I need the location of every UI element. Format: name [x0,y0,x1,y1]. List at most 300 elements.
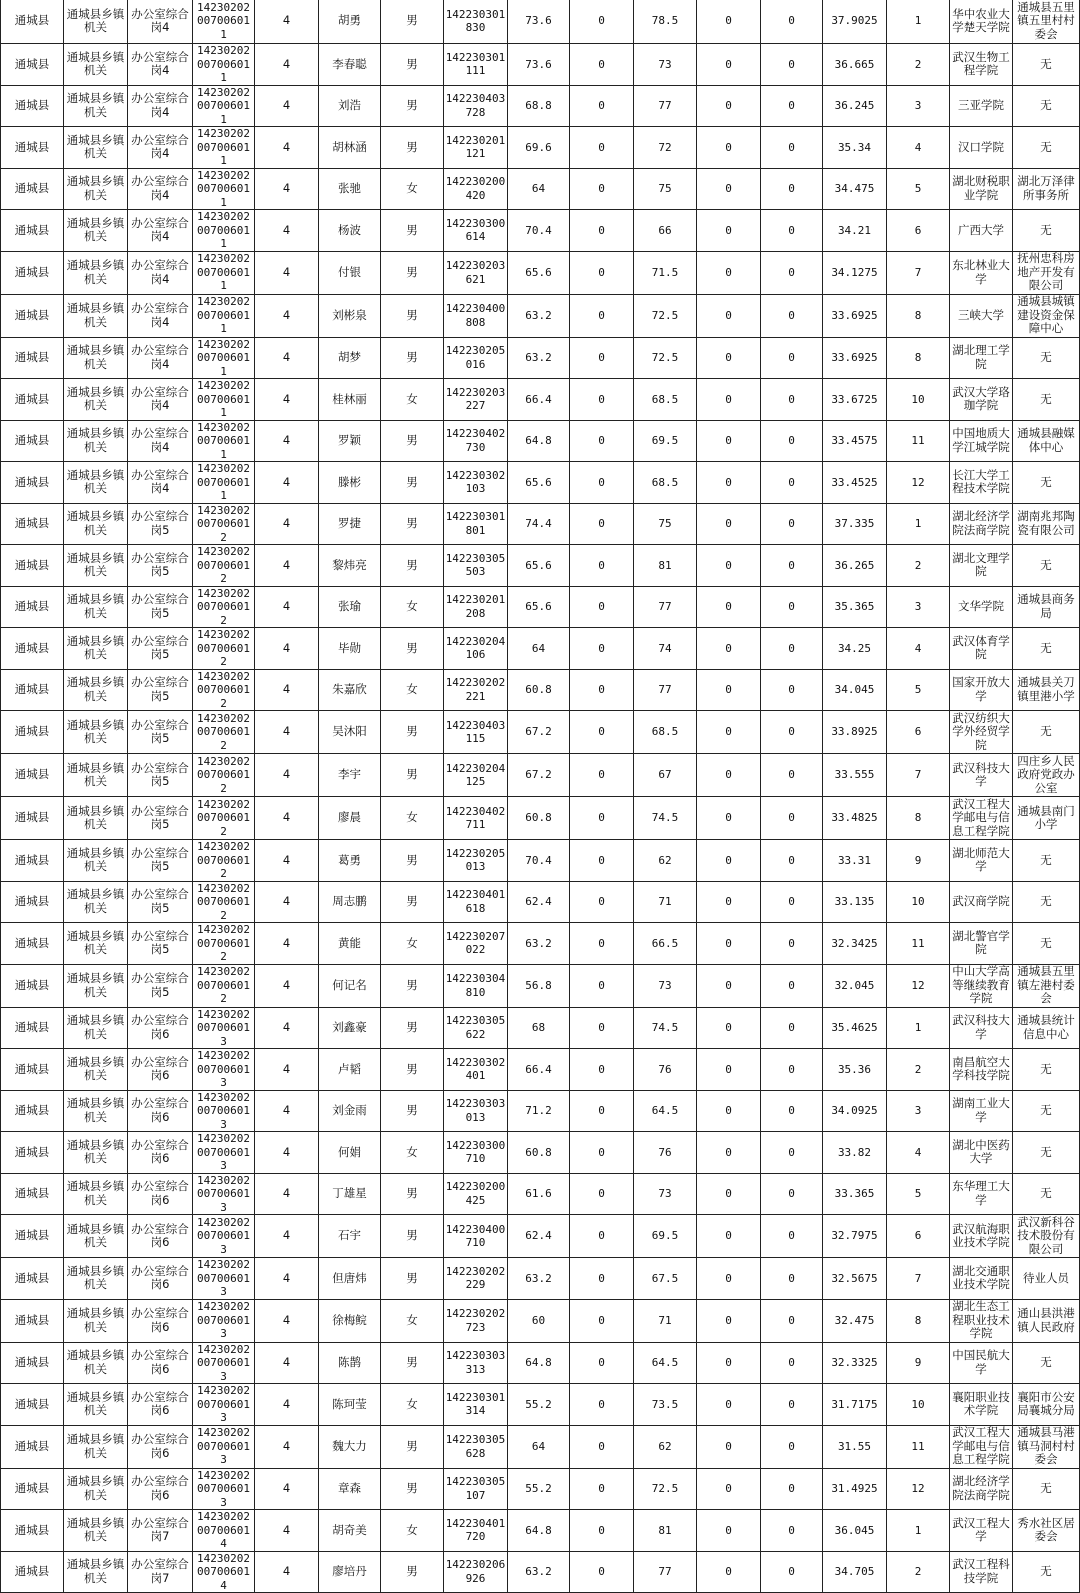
table-cell: 男 [381,1007,444,1049]
table-cell: 0 [761,210,823,252]
table-cell: 0 [697,881,761,923]
table-cell: 65.6 [508,251,570,294]
table-cell: 黄能 [319,923,381,965]
table-cell: 4 [255,797,319,840]
table-cell: 63.2 [508,294,570,337]
table-cell: 0 [761,923,823,965]
table-cell: 通城县 [1,1551,64,1593]
table-cell: 通城县 [1,669,64,711]
table-cell: 76 [634,1132,697,1174]
table-cell: 142230301830 [444,0,508,44]
table-cell: 4 [255,462,319,504]
table-cell: 男 [381,1173,444,1215]
table-cell: 0 [761,1007,823,1049]
table-cell: 36.045 [823,1510,887,1552]
table-cell: 0 [570,1299,634,1342]
table-row [1,669,1080,711]
table-cell: 77 [634,85,697,127]
table-cell: 0 [570,1090,634,1132]
table-cell: 6 [887,1215,950,1258]
table-cell: 142230401618 [444,881,508,923]
table-cell: 通城县乡镇机关 [64,168,128,210]
table-cell: 南昌航空大学科技学院 [950,1049,1013,1091]
table-cell: 6 [887,711,950,754]
table-cell: 142230200425 [444,1173,508,1215]
table-cell: 0 [570,545,634,587]
table-cell: 0 [570,462,634,504]
table-cell: 武汉工程大学邮电与信息工程学院 [950,1425,1013,1468]
table-cell: 81 [634,1510,697,1552]
table-cell: 通城县 [1,754,64,797]
table-cell: 湖南兆邦陶瓷有限公司 [1013,503,1080,545]
table-cell: 杨波 [319,210,381,252]
table-cell: 通城县 [1,0,64,44]
table-cell: 武汉工程大学 [950,1510,1013,1552]
table-cell: 无 [1013,1342,1080,1384]
table-cell: 142230302103 [444,462,508,504]
table-cell: 4 [255,1468,319,1510]
table-cell: 0 [761,1384,823,1426]
table-cell: 0 [570,1384,634,1426]
table-cell: 男 [381,251,444,294]
table-cell: 湖北交通职业技术学院 [950,1258,1013,1300]
table-cell: 湖北警官学院 [950,923,1013,965]
table-cell: 通城县 [1,840,64,882]
table-cell: 14230202007006011 [193,168,255,210]
table-cell: 0 [761,1510,823,1552]
table-cell: 66 [634,210,697,252]
table-cell: 0 [570,923,634,965]
table-cell: 但唐炜 [319,1258,381,1300]
table-cell: 0 [761,1342,823,1384]
table-cell: 通城县 [1,337,64,379]
table-cell: 办公室综合岗4 [128,294,193,337]
table-cell: 通城县乡镇机关 [64,1090,128,1132]
table-cell: 办公室综合岗6 [128,1425,193,1468]
table-cell: 64.5 [634,1342,697,1384]
table-cell: 81 [634,545,697,587]
table-cell: 办公室综合岗4 [128,420,193,462]
table-cell: 男 [381,964,444,1007]
table-cell: 通城县 [1,1342,64,1384]
table-cell: 68.5 [634,462,697,504]
table-cell: 14230202007006013 [193,1090,255,1132]
table-cell: 33.4525 [823,462,887,504]
table-cell: 14230202007006013 [193,1468,255,1510]
table-cell: 0 [761,379,823,421]
table-cell: 0 [570,711,634,754]
table-cell: 0 [761,545,823,587]
table-cell: 4 [255,1299,319,1342]
table-cell: 0 [697,337,761,379]
table-row [1,503,1080,545]
table-cell: 0 [697,840,761,882]
table-cell: 0 [570,754,634,797]
table-cell: 32.5675 [823,1258,887,1300]
table-cell: 0 [697,1425,761,1468]
table-cell: 74.5 [634,1007,697,1049]
table-cell: 4 [255,379,319,421]
table-cell: 4 [255,754,319,797]
table-cell: 4 [255,85,319,127]
table-cell: 无 [1013,1090,1080,1132]
table-cell: 通城县乡镇机关 [64,337,128,379]
table-cell: 通城县商务局 [1013,586,1080,628]
table-cell: 11 [887,1425,950,1468]
table-cell: 通城县 [1,168,64,210]
table-cell: 72.5 [634,1468,697,1510]
table-cell: 14230202007006011 [193,0,255,44]
table-cell: 14230202007006012 [193,669,255,711]
table-cell: 4 [255,628,319,670]
table-cell: 0 [697,294,761,337]
table-cell: 142230300614 [444,210,508,252]
table-cell: 10 [887,1384,950,1426]
table-cell: 14230202007006011 [193,85,255,127]
table-cell: 70.4 [508,210,570,252]
table-cell: 67.5 [634,1258,697,1300]
table-cell: 办公室综合岗6 [128,1049,193,1091]
table-cell: 办公室综合岗5 [128,840,193,882]
table-cell: 7 [887,1258,950,1300]
table-cell: 毕勋 [319,628,381,670]
table-cell: 32.045 [823,964,887,1007]
table-row [1,44,1080,86]
table-cell: 14230202007006013 [193,1258,255,1300]
table-cell: 无 [1013,210,1080,252]
table-cell: 0 [697,923,761,965]
table-cell: 刘浩 [319,85,381,127]
table-cell: 办公室综合岗4 [128,462,193,504]
table-cell: 0 [570,1007,634,1049]
table-cell: 通城县 [1,420,64,462]
table-cell: 张瑜 [319,586,381,628]
table-cell: 14230202007006013 [193,1049,255,1091]
table-cell: 72 [634,127,697,169]
table-cell: 14230202007006012 [193,586,255,628]
table-cell: 0 [761,294,823,337]
table-cell: 男 [381,1342,444,1384]
table-cell: 33.8925 [823,711,887,754]
table-cell: 73.6 [508,44,570,86]
table-cell: 通城县乡镇机关 [64,294,128,337]
table-cell: 2 [887,1551,950,1593]
table-cell: 0 [570,1551,634,1593]
table-cell: 徐梅鲩 [319,1299,381,1342]
table-cell: 33.365 [823,1173,887,1215]
table-cell: 四庄乡人民政府党政办公室 [1013,754,1080,797]
table-cell: 0 [697,1132,761,1174]
table-cell: 办公室综合岗4 [128,379,193,421]
table-cell: 9 [887,840,950,882]
table-cell: 通城县 [1,628,64,670]
table-cell: 通城县乡镇机关 [64,754,128,797]
table-cell: 章森 [319,1468,381,1510]
table-cell: 68 [508,1007,570,1049]
table-cell: 31.4925 [823,1468,887,1510]
table-cell: 60.8 [508,669,570,711]
table-cell: 55.2 [508,1384,570,1426]
table-cell: 142230207022 [444,923,508,965]
table-row [1,1007,1080,1049]
table-cell: 抚州忠科房地产开发有限公司 [1013,251,1080,294]
table-cell: 5 [887,1173,950,1215]
table-cell: 无 [1013,1551,1080,1593]
table-cell: 14230202007006013 [193,1299,255,1342]
table-cell: 通城县乡镇机关 [64,210,128,252]
table-cell: 卢韬 [319,1049,381,1091]
table-cell: 10 [887,881,950,923]
table-cell: 无 [1013,628,1080,670]
table-cell: 0 [570,210,634,252]
table-cell: 湖北中医药大学 [950,1132,1013,1174]
table-cell: 襄阳职业技术学院 [950,1384,1013,1426]
table-cell: 通城县乡镇机关 [64,1132,128,1174]
table-cell: 5 [887,669,950,711]
table-cell: 33.6725 [823,379,887,421]
table-cell: 71.2 [508,1090,570,1132]
table-cell: 无 [1013,545,1080,587]
table-cell: 湖北师范大学 [950,840,1013,882]
table-cell: 男 [381,545,444,587]
table-cell: 东华理工大学 [950,1173,1013,1215]
table-cell: 0 [570,628,634,670]
table-cell: 4 [255,711,319,754]
table-row [1,1090,1080,1132]
table-cell: 女 [381,797,444,840]
table-cell: 女 [381,1384,444,1426]
table-cell: 33.555 [823,754,887,797]
table-cell: 0 [570,127,634,169]
table-cell: 男 [381,0,444,44]
table-cell: 142230403728 [444,85,508,127]
table-cell: 142230203621 [444,251,508,294]
table-cell: 周志鹏 [319,881,381,923]
table-cell: 71.5 [634,251,697,294]
table-cell: 通城县乡镇机关 [64,1007,128,1049]
table-cell: 男 [381,420,444,462]
table-cell: 14230202007006012 [193,964,255,1007]
table-cell: 0 [697,1215,761,1258]
table-cell: 通山县洪港镇人民政府 [1013,1299,1080,1342]
table-cell: 14230202007006014 [193,1551,255,1593]
table-row [1,1425,1080,1468]
table-cell: 办公室综合岗5 [128,711,193,754]
table-row [1,964,1080,1007]
table-cell: 4 [255,1510,319,1552]
table-cell: 通城县 [1,797,64,840]
table-cell: 办公室综合岗6 [128,1299,193,1342]
table-cell: 无 [1013,1173,1080,1215]
table-cell: 72.5 [634,337,697,379]
table-cell: 朱嘉欣 [319,669,381,711]
table-cell: 通城县乡镇机关 [64,1342,128,1384]
table-cell: 0 [697,210,761,252]
table-cell: 0 [697,127,761,169]
table-cell: 9 [887,1342,950,1384]
table-cell: 办公室综合岗4 [128,0,193,44]
table-cell: 78.5 [634,0,697,44]
table-row [1,628,1080,670]
table-cell: 通城县 [1,1384,64,1426]
table-cell: 65.6 [508,545,570,587]
table-cell: 0 [570,1468,634,1510]
table-cell: 通城县 [1,1132,64,1174]
table-cell: 0 [697,754,761,797]
table-cell: 办公室综合岗4 [128,337,193,379]
table-cell: 0 [697,1173,761,1215]
table-cell: 通城县城镇建设资金保障中心 [1013,294,1080,337]
table-cell: 142230205013 [444,840,508,882]
table-row [1,711,1080,754]
table-cell: 142230201208 [444,586,508,628]
table-cell: 0 [761,669,823,711]
table-cell: 0 [570,168,634,210]
table-row [1,1049,1080,1091]
table-cell: 12 [887,462,950,504]
table-cell: 4 [255,923,319,965]
table-cell: 142230202229 [444,1258,508,1300]
table-cell: 0 [697,1258,761,1300]
table-cell: 男 [381,881,444,923]
table-cell: 14230202007006011 [193,44,255,86]
table-cell: 63.2 [508,337,570,379]
table-cell: 办公室综合岗6 [128,1384,193,1426]
table-cell: 石宇 [319,1215,381,1258]
table-cell: 0 [570,85,634,127]
table-cell: 通城县 [1,711,64,754]
table-cell: 7 [887,754,950,797]
table-cell: 通城县 [1,1299,64,1342]
table-cell: 通城县 [1,923,64,965]
table-cell: 何娟 [319,1132,381,1174]
table-cell: 36.665 [823,44,887,86]
table-cell: 男 [381,1551,444,1593]
table-cell: 14230202007006012 [193,923,255,965]
table-cell: 无 [1013,462,1080,504]
table-cell: 通城县乡镇机关 [64,840,128,882]
table-cell: 142230304810 [444,964,508,1007]
table-cell: 东北林业大学 [950,251,1013,294]
table-cell: 14230202007006013 [193,1425,255,1468]
table-cell: 8 [887,797,950,840]
table-cell: 4 [255,1551,319,1593]
table-cell: 通城县乡镇机关 [64,669,128,711]
table-cell: 14230202007006012 [193,711,255,754]
table-cell: 33.31 [823,840,887,882]
table-cell: 70.4 [508,840,570,882]
table-cell: 办公室综合岗5 [128,754,193,797]
table-cell: 142230403115 [444,711,508,754]
table-cell: 通城县 [1,127,64,169]
table-cell: 0 [697,711,761,754]
table-row [1,251,1080,294]
table-cell: 通城县 [1,210,64,252]
table-cell: 4 [255,294,319,337]
table-cell: 通城县乡镇机关 [64,85,128,127]
table-cell: 张驰 [319,168,381,210]
table-cell: 77 [634,1551,697,1593]
table-cell: 75 [634,503,697,545]
table-cell: 34.705 [823,1551,887,1593]
table-cell: 4 [255,881,319,923]
table-cell: 广西大学 [950,210,1013,252]
table-cell: 74 [634,628,697,670]
table-cell: 0 [761,881,823,923]
table-cell: 14230202007006013 [193,1132,255,1174]
table-cell: 142230204106 [444,628,508,670]
table-cell: 35.34 [823,127,887,169]
table-cell: 0 [761,127,823,169]
table-row [1,1173,1080,1215]
table-cell: 0 [697,628,761,670]
table-cell: 0 [570,0,634,44]
table-cell: 73.6 [508,0,570,44]
table-cell: 73 [634,964,697,1007]
table-cell: 通城县融媒体中心 [1013,420,1080,462]
table-cell: 0 [697,1299,761,1342]
table-cell: 0 [697,669,761,711]
table-cell: 吴沐阳 [319,711,381,754]
table-cell: 通城县 [1,881,64,923]
table-cell: 4 [255,337,319,379]
table-cell: 李宇 [319,754,381,797]
table-cell: 4 [255,1342,319,1384]
table-row [1,127,1080,169]
table-cell: 无 [1013,1132,1080,1174]
table-cell: 142230400710 [444,1215,508,1258]
table-cell: 4 [255,1425,319,1468]
table-cell: 4 [887,628,950,670]
table-cell: 长江大学工程技术学院 [950,462,1013,504]
table-cell: 0 [570,420,634,462]
table-cell: 32.3425 [823,923,887,965]
table-cell: 64 [508,1425,570,1468]
table-cell: 通城县 [1,379,64,421]
table-cell: 64 [508,168,570,210]
table-cell: 通城县 [1,1090,64,1132]
table-cell: 14230202007006013 [193,1215,255,1258]
table-cell: 0 [761,754,823,797]
table-cell: 办公室综合岗5 [128,628,193,670]
table-cell: 55.2 [508,1468,570,1510]
table-cell: 69.6 [508,127,570,169]
table-cell: 汉口学院 [950,127,1013,169]
table-cell: 无 [1013,44,1080,86]
table-cell: 2 [887,44,950,86]
table-cell: 11 [887,420,950,462]
table-cell: 待业人员 [1013,1258,1080,1300]
table-cell: 62 [634,840,697,882]
table-cell: 34.25 [823,628,887,670]
table-cell: 办公室综合岗4 [128,85,193,127]
table-cell: 0 [761,1215,823,1258]
table-cell: 142230301314 [444,1384,508,1426]
table-cell: 33.135 [823,881,887,923]
table-cell: 67 [634,754,697,797]
table-cell: 3 [887,85,950,127]
table-cell: 0 [697,420,761,462]
table-cell: 女 [381,379,444,421]
table-cell: 142230206926 [444,1551,508,1593]
table-cell: 0 [697,1049,761,1091]
table-cell: 湖北财税职业学院 [950,168,1013,210]
table-cell: 陈珂莹 [319,1384,381,1426]
table-cell: 64.8 [508,420,570,462]
table-cell: 通城县乡镇机关 [64,1510,128,1552]
table-cell: 0 [761,503,823,545]
table-cell: 0 [761,1049,823,1091]
